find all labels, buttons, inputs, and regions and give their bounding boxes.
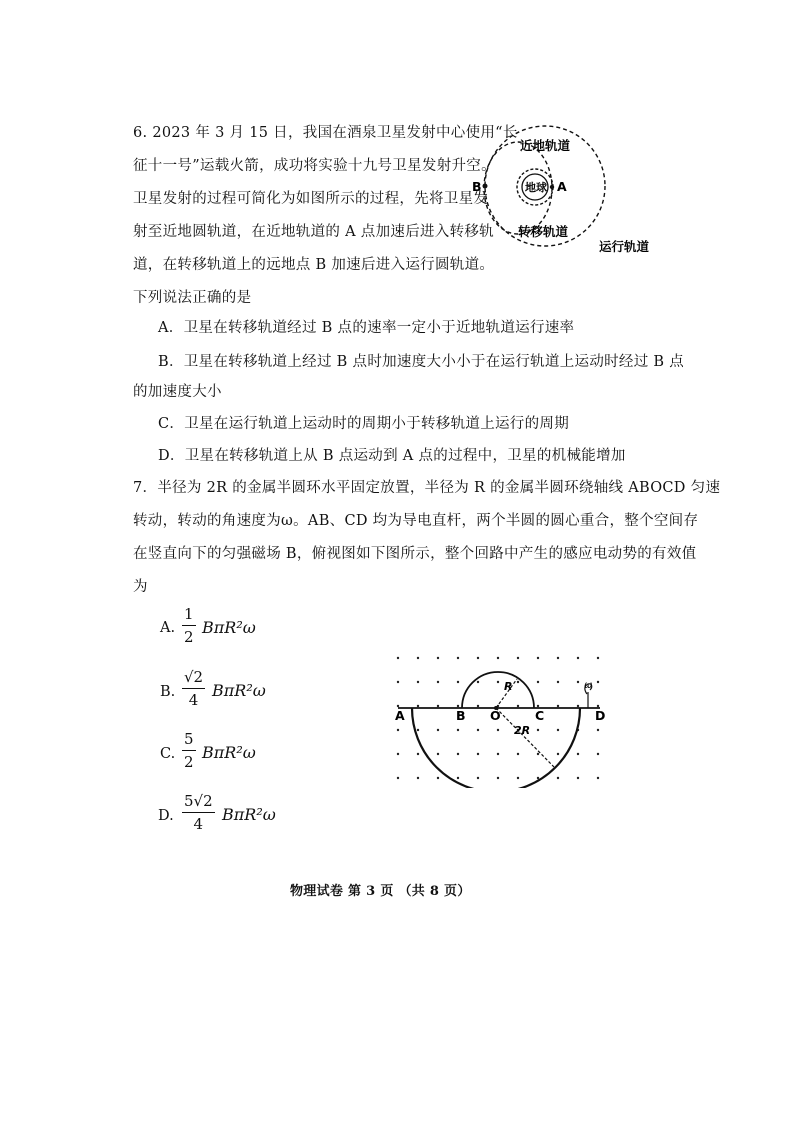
q7-option-d-num: 5√2: [182, 792, 215, 813]
field-dot: [397, 729, 399, 731]
label-omega: ω: [584, 680, 593, 691]
q7-option-a-num: 1: [182, 605, 196, 626]
field-dot: [537, 681, 539, 683]
field-dot: [597, 705, 599, 707]
label-r: R: [504, 680, 513, 693]
field-dot: [417, 681, 419, 683]
q6-option-b-line2: 的加速度大小: [133, 384, 222, 400]
label-transfer-orbit: 转移轨道: [518, 224, 569, 239]
field-dot: [457, 777, 459, 779]
field-dot: [537, 657, 539, 659]
field-dot: [537, 777, 539, 779]
q7-option-b-den: 4: [188, 691, 199, 709]
q7-option-d-den: 4: [193, 815, 204, 833]
field-dot: [597, 657, 599, 659]
q7-line2: 转动，转动的角速度为ω。AB、CD 均为导电直杆，两个半圆的圆心重合，整个空间存: [133, 513, 699, 529]
field-dot: [517, 753, 519, 755]
field-dot: [437, 657, 439, 659]
q6-line4: 射至近地圆轨道，在近地轨道的 A 点加速后进入转移轨: [133, 224, 494, 240]
q7-option-c-fraction: [182, 730, 196, 771]
q7-option-b-fraction: [182, 668, 205, 709]
q7-option-b-label: B.: [160, 684, 176, 700]
label-near-orbit: 近地轨道: [520, 138, 571, 153]
q7-option-d-label: D.: [158, 808, 174, 824]
q7-option-c-num: 5: [182, 730, 196, 751]
radius-2r-line: [496, 708, 554, 767]
field-dot: [417, 777, 419, 779]
field-dot: [537, 729, 539, 731]
label-a: A: [395, 708, 405, 723]
field-dot: [557, 681, 559, 683]
field-dot: [557, 657, 559, 659]
field-dot: [457, 657, 459, 659]
field-dot: [597, 681, 599, 683]
label-2r: 2R: [514, 724, 531, 737]
field-dot: [397, 753, 399, 755]
q7-option-b-num: √2: [182, 668, 205, 689]
field-dot: [397, 681, 399, 683]
q6-line2: 征十一号”运载火箭，成功将实验十九号卫星发射升空。: [133, 158, 496, 174]
field-dot: [557, 729, 559, 731]
q6-option-b-line1: B．卫星在转移轨道上经过 B 点时加速度大小小于在运行轨道上运动时经过 B 点: [158, 354, 685, 370]
q7-line1: 7．半径为 2R 的金属半圆环水平固定放置，半径为 R 的金属半圆环绕轴线 ABOCD 匀速: [133, 480, 721, 496]
label-d: D: [595, 708, 606, 723]
q7-option-d-fraction: [182, 792, 215, 833]
field-dot: [477, 729, 479, 731]
q6-line3: 卫星发射的过程可简化为如图所示的过程，先将卫星发: [133, 191, 489, 207]
field-dot: [437, 681, 439, 683]
q7-option-c-label: C.: [160, 746, 176, 762]
q6-line6: 下列说法正确的是: [133, 290, 252, 306]
q6-option-d: D．卫星在转移轨道上从 B 点运动到 A 点的过程中，卫星的机械能增加: [158, 448, 626, 464]
field-dot: [577, 681, 579, 683]
field-dot: [577, 777, 579, 779]
field-dot: [577, 657, 579, 659]
label-earth: 地球: [525, 181, 547, 194]
label-run-orbit: 运行轨道: [599, 239, 650, 254]
semicircle-diagram: [388, 648, 618, 788]
label-o: O: [490, 708, 501, 723]
field-dot: [477, 753, 479, 755]
q7-option-c-den: 2: [184, 753, 194, 771]
q7-option-a-den: 2: [184, 628, 194, 646]
field-dot: [417, 657, 419, 659]
field-dot: [477, 777, 479, 779]
field-dot: [517, 705, 519, 707]
q7-option-a-expr: BπR²ω: [202, 618, 256, 637]
point-a-dot: [550, 185, 554, 189]
field-dot: [477, 681, 479, 683]
small-semicircle: [462, 672, 534, 708]
field-dot: [597, 729, 599, 731]
field-dot: [597, 777, 599, 779]
field-dot: [497, 729, 499, 731]
field-dot: [457, 705, 459, 707]
q7-option-c-expr: BπR²ω: [202, 743, 256, 762]
field-dot: [557, 705, 559, 707]
q7-option-d-expr: BπR²ω: [222, 805, 276, 824]
q7-option-b-expr: BπR²ω: [212, 681, 266, 700]
field-dot: [497, 657, 499, 659]
field-dot: [397, 657, 399, 659]
label-c: C: [535, 708, 545, 723]
label-point-b: B: [472, 179, 482, 194]
label-b: B: [456, 708, 466, 723]
field-dot: [457, 729, 459, 731]
field-dot: [457, 753, 459, 755]
field-dot: [537, 753, 539, 755]
field-dot: [577, 753, 579, 755]
field-dot: [417, 705, 419, 707]
field-dot: [477, 657, 479, 659]
field-dot: [497, 681, 499, 683]
field-dot: [577, 705, 579, 707]
field-dot: [557, 753, 559, 755]
field-dot: [397, 777, 399, 779]
field-dot: [437, 729, 439, 731]
field-dot: [437, 777, 439, 779]
q6-line1: 6. 2023 年 3 月 15 日，我国在酒泉卫星发射中心使用“长: [133, 125, 518, 141]
q6-line5: 道，在转移轨道上的远地点 B 加速后进入运行圆轨道。: [133, 257, 495, 273]
q7-option-a-label: A.: [160, 620, 176, 636]
field-dot: [477, 705, 479, 707]
field-dot: [457, 681, 459, 683]
field-dot: [537, 705, 539, 707]
q7-line3: 在竖直向下的匀强磁场 B，俯视图如下图所示，整个回路中产生的感应电动势的有效值: [133, 546, 697, 562]
field-dot: [437, 705, 439, 707]
q6-option-a: A．卫星在转移轨道经过 B 点的速率一定小于近地轨道运行速率: [158, 320, 575, 336]
page-footer: 物理试卷 第 3 页 （共 8 页）: [290, 884, 471, 899]
field-dot: [517, 681, 519, 683]
field-dot: [557, 777, 559, 779]
field-dot: [497, 777, 499, 779]
field-dot: [517, 657, 519, 659]
field-dot: [417, 753, 419, 755]
field-dot: [497, 753, 499, 755]
field-dot: [597, 753, 599, 755]
q6-option-c: C．卫星在运行轨道上运动时的周期小于转移轨道上运行的周期: [158, 416, 569, 432]
label-point-a: A: [557, 179, 567, 194]
field-dot: [517, 777, 519, 779]
field-dot: [397, 705, 399, 707]
field-dot: [437, 753, 439, 755]
q7-line4: 为: [133, 579, 148, 595]
orbit-diagram: [468, 118, 668, 268]
field-dot: [417, 729, 419, 731]
point-b-dot: [483, 184, 488, 189]
q7-option-a-fraction: [182, 605, 196, 646]
